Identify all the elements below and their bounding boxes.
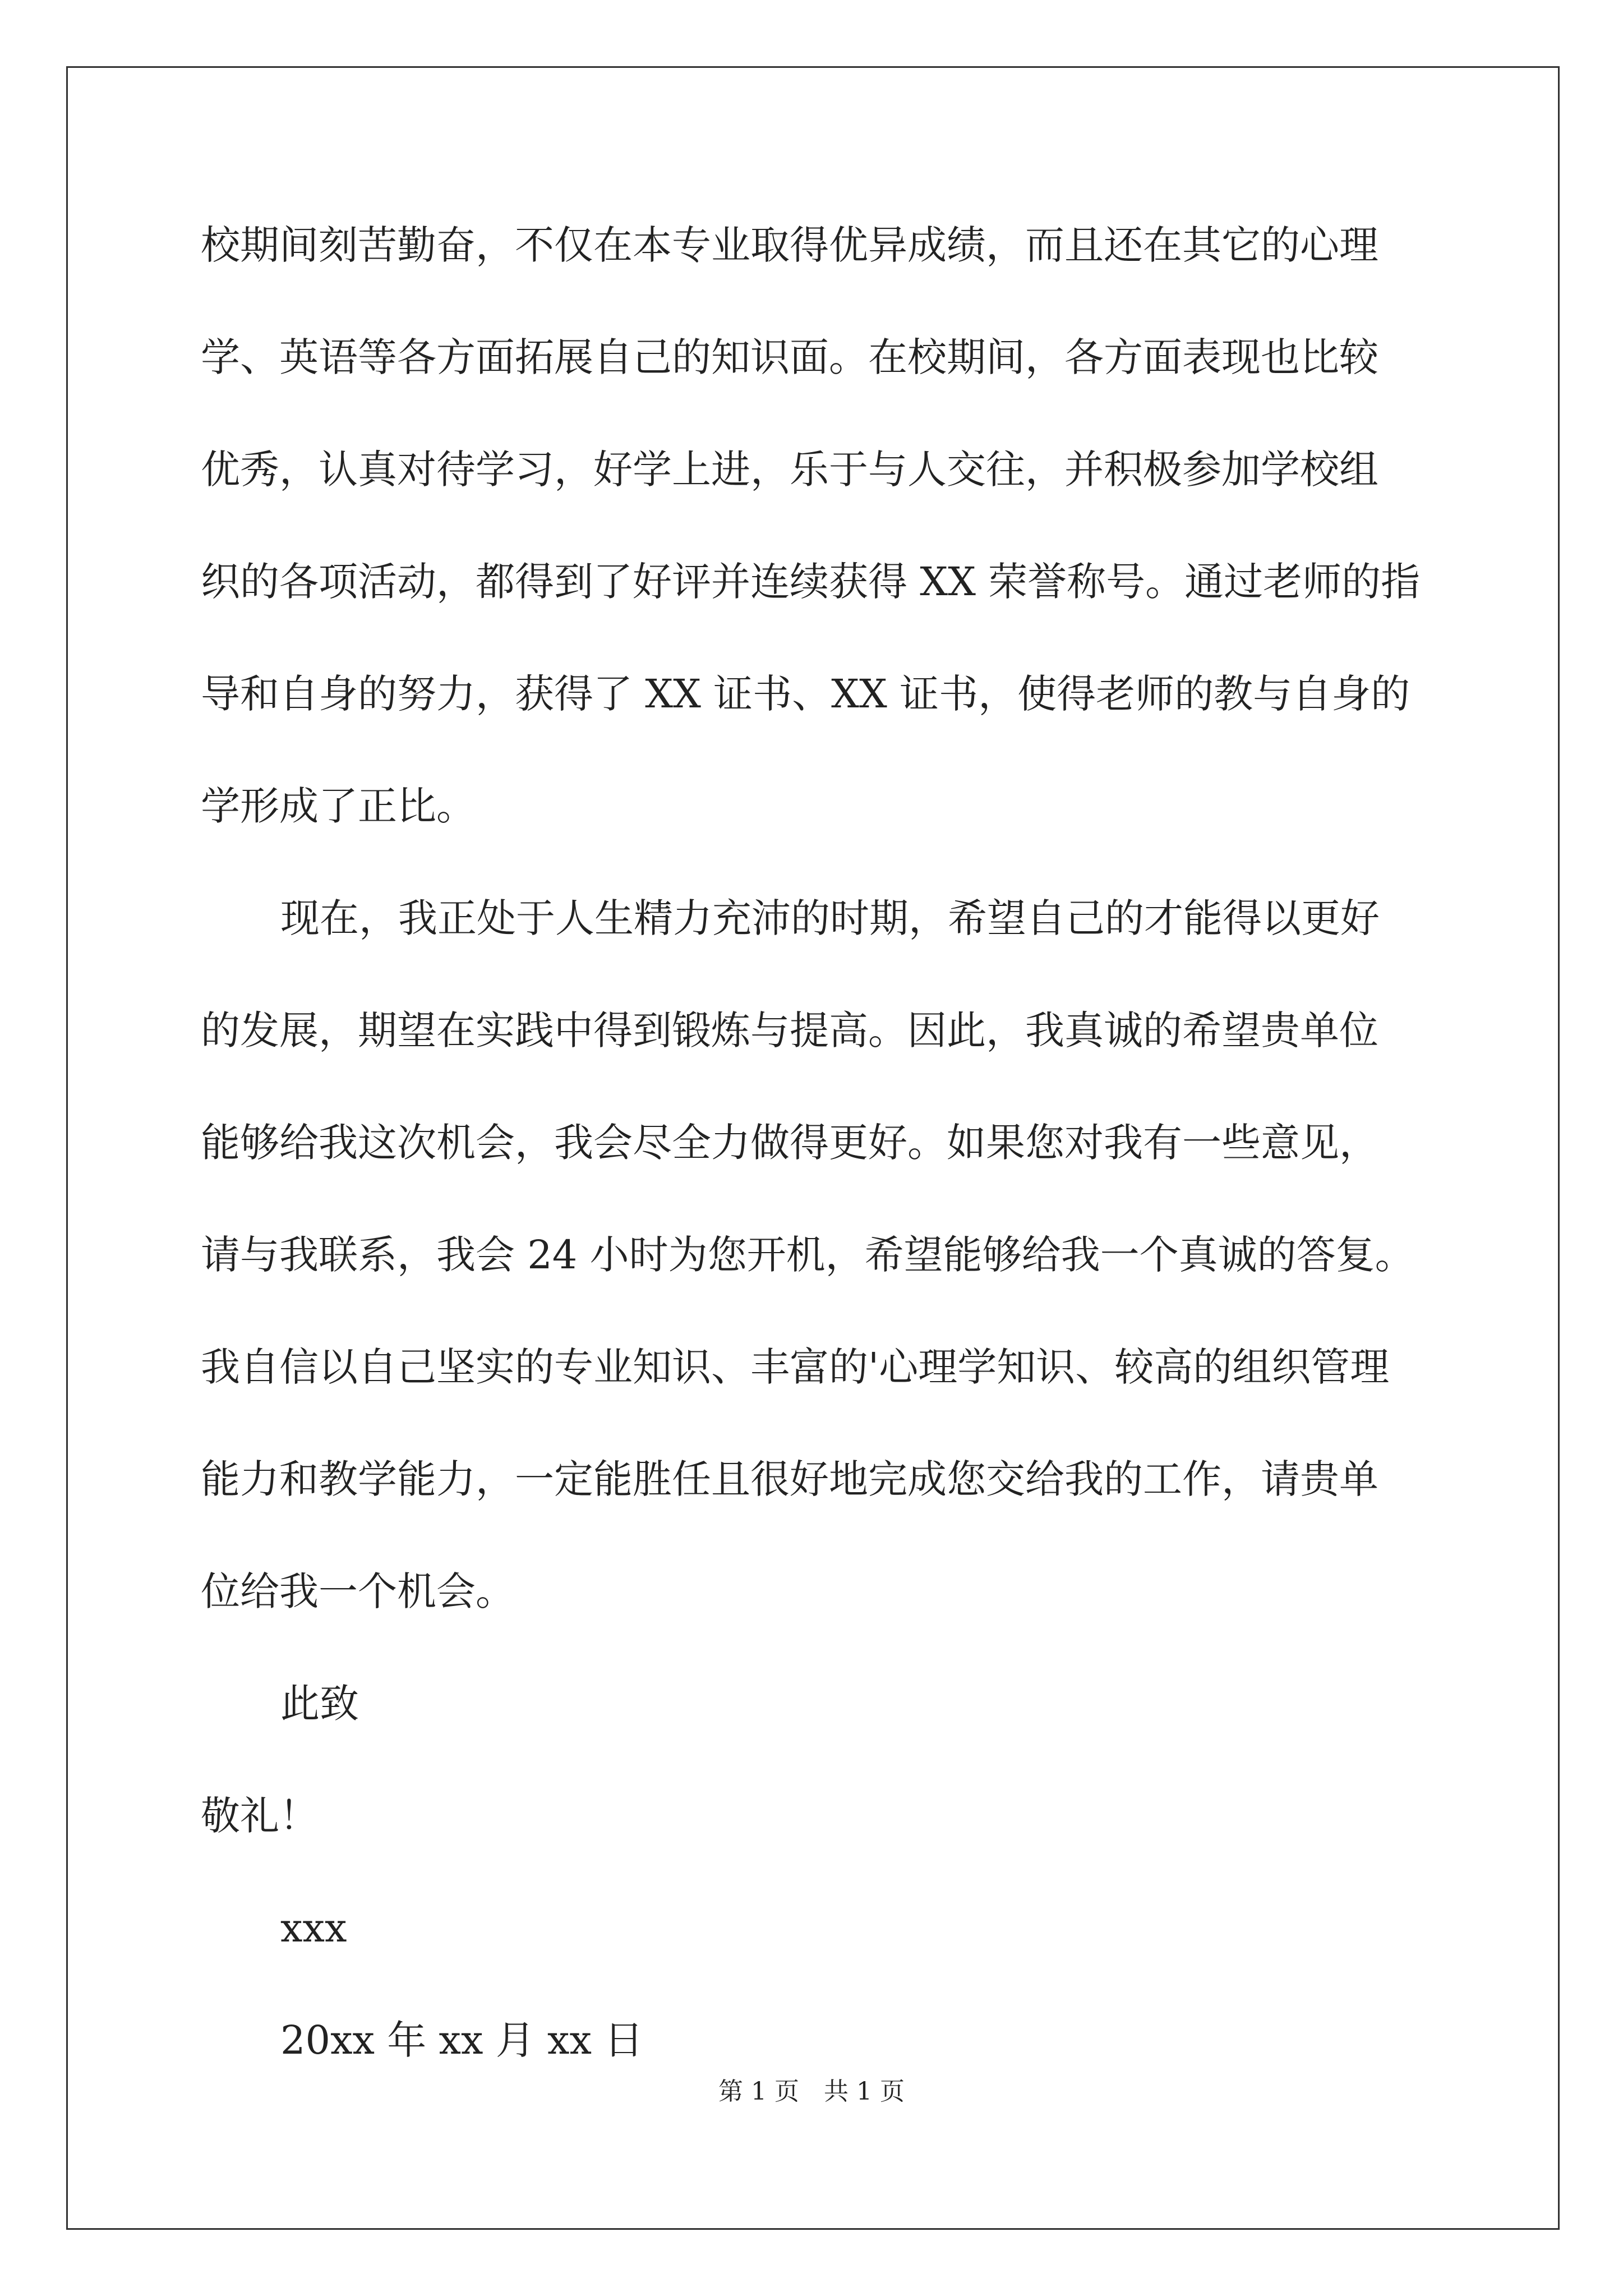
- paragraph-line: 优秀，认真对待学习，好学上进，乐于与人交往，并积极参加学校组: [201, 447, 1378, 493]
- paragraph-line: 现在，我正处于人生精力充沛的时期，希望自己的才能得以更好: [280, 895, 1380, 941]
- paragraph-line: 请与我联系，我会 24 小时为您开机，希望能够给我一个真诚的答复。: [201, 1232, 1414, 1278]
- paragraph-line: 我自信以自己坚实的专业知识、丰富的'心理学知识、较高的组织管理: [201, 1344, 1390, 1390]
- paragraph-line: 位给我一个机会。: [201, 1568, 515, 1614]
- paragraph-line: 学形成了正比。: [201, 783, 476, 829]
- paragraph-line: 的发展，期望在实践中得到锻炼与提高。因此，我真诚的希望贵单位: [201, 1007, 1378, 1053]
- page-number-footer: 第 1 页 共 1 页: [718, 2077, 905, 2106]
- paragraph-line: 能力和教学能力，一定能胜任且很好地完成您交给我的工作，请贵单: [201, 1456, 1378, 1502]
- paragraph-line: 能够给我这次机会，我会尽全力做得更好。如果您对我有一些意见，: [201, 1120, 1378, 1166]
- closing-text: 此致: [280, 1681, 359, 1727]
- paragraph-line: 学、英语等各方面拓展自己的知识面。在校期间，各方面表现也比较: [201, 334, 1378, 380]
- signature-text: xxx: [280, 1905, 347, 1951]
- paragraph-line: 织的各项活动，都得到了好评并连续获得 XX 荣誉称号。通过老师的指: [201, 559, 1421, 605]
- date-text: 20xx 年 xx 月 xx 日: [280, 2017, 644, 2063]
- paragraph-line: 导和自身的努力，获得了 XX 证书、XX 证书，使得老师的教与自身的: [201, 671, 1410, 717]
- paragraph-line: 校期间刻苦勤奋，不仅在本专业取得优异成绩，而且还在其它的心理: [201, 222, 1378, 268]
- salute-text: 敬礼！: [201, 1793, 319, 1839]
